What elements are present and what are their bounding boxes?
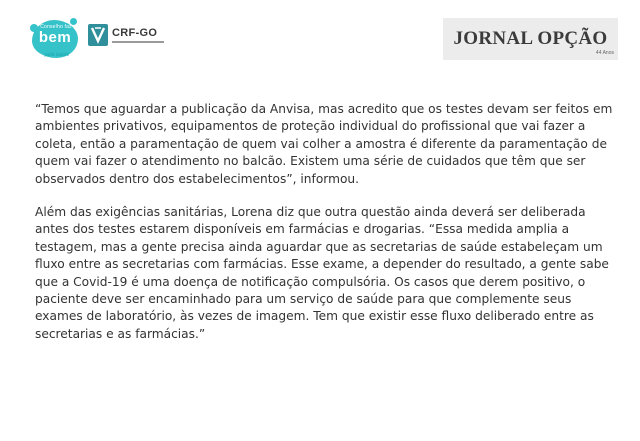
article-paragraph: “Temos que aguardar a publicação da Anvisa, mas acredito que os testes devam ser feitos em ambientes privativos, equipamentos de proteção individual do profissional que vai fazer a coleta, então a paramentação de quem vai colher a amostra é diferente da paramentação de quem vai fazer o atendimento no balcão. Existem uma série de cuidados que têm que ser observados dentro dos estabelecimentos”, informou. bbox=[35, 102, 613, 186]
masthead-title: JORNAL OPÇÃO bbox=[453, 28, 608, 49]
crf-go-logo[interactable] bbox=[88, 24, 168, 52]
article-body bbox=[35, 101, 619, 343]
logo-tagline: pela saúde bbox=[44, 52, 70, 58]
article-paragraph: Além das exigências sanitárias, Lorena diz que outra questão ainda deverá ser deliberada antes dos testes estarem disponíveis em farmácias e drogarias. “Essa medida amplia a testagem, mas a gente precisa ainda aguardar que as secretarias de saúde estabeleçam um fluxo entre as secretarias com farmácias. Esse exame, a depender do resultado, a gente sabe que a Covid-19 é uma doença de notificação compulsória. Os casos que derem positivo, o paciente deve ser encaminhado para um serviço de saúde para que complemente seus exames de laboratório, às vezes de imagem. Tem que existir esse fluxo deliberado entre as secretarias e as farmácias.” bbox=[35, 205, 609, 341]
crf-go-name: CRF-GO bbox=[112, 27, 158, 39]
crf-emblem-icon bbox=[88, 24, 108, 46]
logo-small-text: Conselho faz bbox=[40, 24, 72, 30]
crf-subtitle-line bbox=[112, 41, 164, 43]
masthead-subtitle: 44 Anos bbox=[595, 50, 614, 56]
jornal-opcao-masthead[interactable] bbox=[443, 18, 618, 60]
logo-main-text: bem bbox=[38, 29, 72, 46]
conselho-faz-bem-logo[interactable] bbox=[30, 18, 78, 62]
page-header bbox=[0, 0, 640, 80]
